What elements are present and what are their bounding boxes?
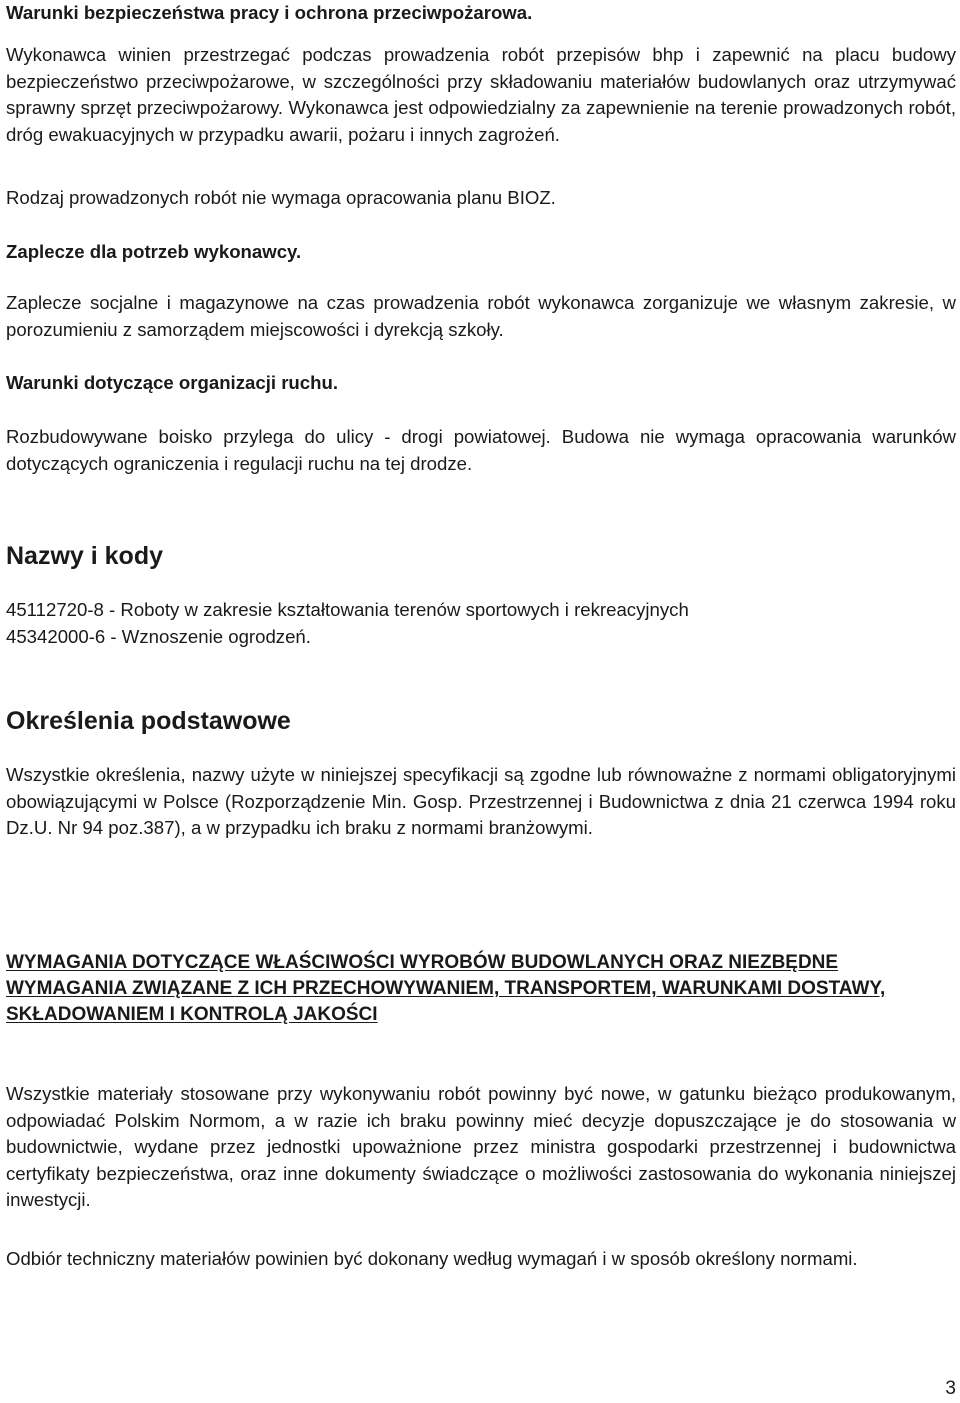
section-title-nazwy-i-kody: Nazwy i kody	[6, 542, 163, 570]
paragraph-bhp-1: Wykonawca winien przestrzegać podczas prowadzenia robót przepisów bhp i zapewnić na placu budowy bezpieczeństwo przeciwpożarowe, w szczególności przy składowaniu materiałów budowlanych oraz utrzymywać sprawny sprzęt przeciwpożarowy. Wykonawca jest odpowiedzialny za zapewnienie na terenie prowadzonych robót, dróg ewakuacyjnych w przypadku awarii, pożaru i innych zagrożeń.	[6, 44, 956, 145]
paragraph-wymagania-1: Wszystkie materiały stosowane przy wykonywaniu robót powinny być nowe, w gatunku bieżąco produkowanym, odpowiadać Polskim Normom, a w razie ich braku powinny mieć decyzje dopuszczające je do stosowania w budownictwie, wydane przez jednostki upoważnione przez ministra gospodarki przestrzennej i budownictwa certyfikaty bezpieczeństwa, oraz inne dokumenty świadczące o możliwości zastosowania do wykonania niniejszej inwestycji.	[6, 1083, 956, 1210]
paragraph-bhp-2: Rodzaj prowadzonych robót nie wymaga opracowania planu BIOZ.	[6, 187, 556, 208]
section-title-okreslenia: Określenia podstawowe	[6, 707, 291, 735]
page-number: 3	[945, 1378, 956, 1399]
section-title-ruch: Warunki dotyczące organizacji ruchu.	[6, 372, 339, 393]
code-item: 45342000-6 - Wznoszenie ogrodzeń.	[6, 625, 311, 647]
section-title-zaplecze: Zaplecze dla potrzeb wykonawcy.	[6, 241, 302, 262]
section-title-bhp: Warunki bezpieczeństwa pracy i ochrona przeciwpożarowa.	[6, 2, 533, 23]
paragraph-zaplecze: Zaplecze socjalne i magazynowe na czas prowadzenia robót wykonawca zorganizuje we własnym zakresie, w porozumieniu z samorządem miejscowości i dyrekcją szkoły.	[6, 292, 956, 340]
paragraph-wymagania-2: Odbiór techniczny materiałów powinien być dokonany według wymagań i w sposób określony normami.	[6, 1248, 858, 1269]
paragraph-ruch: Rozbudowywane boisko przylega do ulicy - drogi powiatowej. Budowa nie wymaga opracowania warunków dotyczących ograniczenia i regulacji ruchu na tej drodze.	[6, 426, 956, 474]
code-item: 45112720-8 - Roboty w zakresie kształtowania terenów sportowych i rekreacyjnych	[6, 599, 689, 620]
section-title-wymagania: WYMAGANIA DOTYCZĄCE WŁAŚCIWOŚCI WYROBÓW BUDOWLANYCH ORAZ NIEZBĘDNE WYMAGANIA ZWIĄZANE Z ICH PRZECHOWYWANIEM, TRANSPORTEM, WARUNKAMI DOSTAWY, SKŁADOWANIEM I KONTROLĄ JAKOŚCI	[6, 952, 886, 1025]
paragraph-okreslenia: Wszystkie określenia, nazwy użyte w niniejszej specyfikacji są zgodne lub równoważne z normami obligatoryjnymi obowiązującymi w Polsce (Rozporządzenie Min. Gosp. Przestrzennej i Budownictwa z dnia 21 czerwca 1994 roku Dz.U. Nr 94 poz.387), a w przypadku ich braku z normami branżowymi.	[6, 764, 956, 838]
codes-list	[6, 597, 956, 650]
